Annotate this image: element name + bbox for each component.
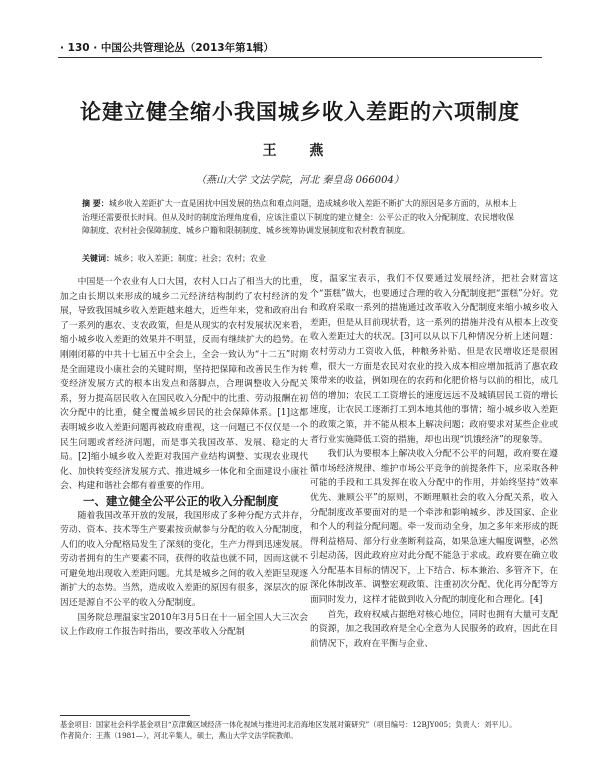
- body-paragraph: 首先，政府权威占据绝对核心地位，同时也拥有大量可支配的资源，加之我国政府是全心全意为人民服务的政府，因此在目前情况下，政府在平衡与企业、: [310, 609, 558, 649]
- body-paragraph: 随着我国改革开放的发展，我国形成了多种分配方式并存，劳动、资本、技术等生产要素按贡献参与分配的收入分配制度，人们的收入分配格局发生了深刻的变化，生产力得到迅速发展。劳动者拥有的生产要素不同，获得的收益也就不同，因而这就不可避免地出现收入差距问题。尤其是城乡之间的收入差距呈现逐渐扩大的态势。当然，造成收入差距的原因有很多，深层次的原因还是源自不公平的收入分配制度。: [60, 510, 308, 609]
- article-title: 论建立健全缩小我国城乡收入差距的六项制度: [80, 99, 520, 124]
- left-column: [60, 275, 308, 640]
- running-head: · 130 · 中国公共管理论丛（2013年第1辑）: [60, 42, 274, 54]
- keywords-text: 城乡；收入差距；制度；社会；农村；农业: [114, 254, 266, 263]
- author-name: 王 燕: [262, 143, 338, 159]
- author-affiliation: （燕山大学 文法学院，河北 秦皇岛 066004）: [196, 175, 404, 186]
- keywords: [82, 252, 518, 265]
- abstract-text: 城乡收入差距扩大一直是困扰中国发展的热点和难点问题，造成城乡收入差距不断扩大的原因是多方面的，从根本上治理还需要很长时间。但从及时的制度治理角度看，应该注重以下制度的建立健全：公平公正的收入分配制度、农民增收保障制度、农村社会保障制度、城乡户籍和限制制度、城乡统筹协调发展制度和农村教育制度。: [82, 199, 517, 235]
- footnote-funding: 基金项目：国家社会科学基金项目“京津冀区域经济一体化视域与推进河北沿海地区发展对策研究”（项目编号：12BJY005；负责人：刘平儿）。: [60, 720, 517, 729]
- right-column: [310, 272, 558, 651]
- abstract: [82, 197, 518, 238]
- section-heading: 一、建立健全公平公正的收入分配制度: [83, 493, 279, 508]
- footnote-rule: [60, 715, 190, 716]
- body-paragraph: 度，温家宝表示，我们不仅要通过发展经济，把社会财富这个“蛋糕”做大，也要通过合理的收入分配制度把“蛋糕”分好。党和政府采取一系列的措施通过改革收入分配制度来缩小城乡收入差距，但是从目前现状看，这一系列的措施并没有从根本上改变收入差距过大的状况。[3]可以从以下几种情况分析上述问题：农村劳动力工资收入低，种粮务补贴、但是农民增收还是很困难，很大一方面是农民对农业的投入成本相应增加抵消了惠农政策带来的收益，例如现在的农药和化肥价格与以前的相比，成几倍的增加；农民工工资增长的速度远远不及城镇居民工资的增长速度，让农民工逐渐打工到本地其他的事情；缩小城乡收入差距的政策之策，并不能从根本上解决问题；政府要求对某些企业或者行业实施降低工资的措施，却也出现“饥饿经济”的现象等。: [310, 274, 558, 445]
- header-rule: [58, 57, 542, 58]
- body-paragraph: 我们认为要根本上解决收入分配不公平的问题，政府要在遵循市场经济规律、维护市场公平竞争的前提条件下，应采取各种可能的手段和工具发挥在收入分配中的作用，并始终坚持“效率优先、兼顾公平”的原则，不断理顺社会的收入分配关系，收入分配制度改革要面对的是一个牵涉和影响城乡、涉及国家、企业和个人的利益分配问题。牵一发而动全身，加之多年来形成的既得利益格局、部分行业垄断利益高，如果急速大幅度调整，必然引起动荡，因此政府应对此分配不能急于求成。政府要在确立收入分配基本目标的情况下，上下结合、标本兼治、多管齐下，在深化体制改革、调整宏观政策、注重初次分配、优化再分配等方面同时发力，这样才能做到收入分配的制度化和合理化。[4]: [310, 449, 558, 606]
- keywords-label: 关键词：: [82, 253, 114, 263]
- body-paragraph: 中国是一个农业有人口大国，农村人口占了相当大的比重，加之由长期以来形成的城乡二元经济结构制约了农村经济的发展，导致我国城乡收入差距越来越大，近些年来，党和政府出台了一系列的惠农、支农政策，但是从现实的农村发展状况来看，缩小城乡收入差距的效果并不明显，反而有继续扩大的趋势。在刚刚闭幕的中共十七届五中全会上，全会一致认为“十二五”时期是全面建设小康社会的关键时期，坚持把保障和改善民生作为转变经济发展方式的根本出发点和落脚点，合理调整收入分配关系，努力提高居民收入在国民收入分配中的比重、劳动报酬在初次分配中的比重，健全覆盖城乡居民的社会保障体系。[1]这都表明城乡收入差距问题再被政府重视，这一问题已不仅仅是一个民生问题或者经济问题，而是事关我国改革、发展、稳定的大局。[2]缩小城乡收入差距对我国产业结构调整、实现农业现代化、加快转变经济发展方式、推进城乡一体化和全面建设小康社会、构建和谐社会都有着重要的作用。: [60, 277, 308, 492]
- body-paragraph: 国务院总理温家宝2010年3月5日在十一届全国人大三次会议上作政府工作报告时指出，要改革收入分配制: [60, 612, 308, 638]
- abstract-label: 摘 要：: [82, 198, 109, 208]
- footnote-author-bio: 作者简介：王燕（1981—），河北辛集人，硕士，燕山大学文法学院教师。: [60, 731, 298, 740]
- footnotes: [60, 719, 540, 741]
